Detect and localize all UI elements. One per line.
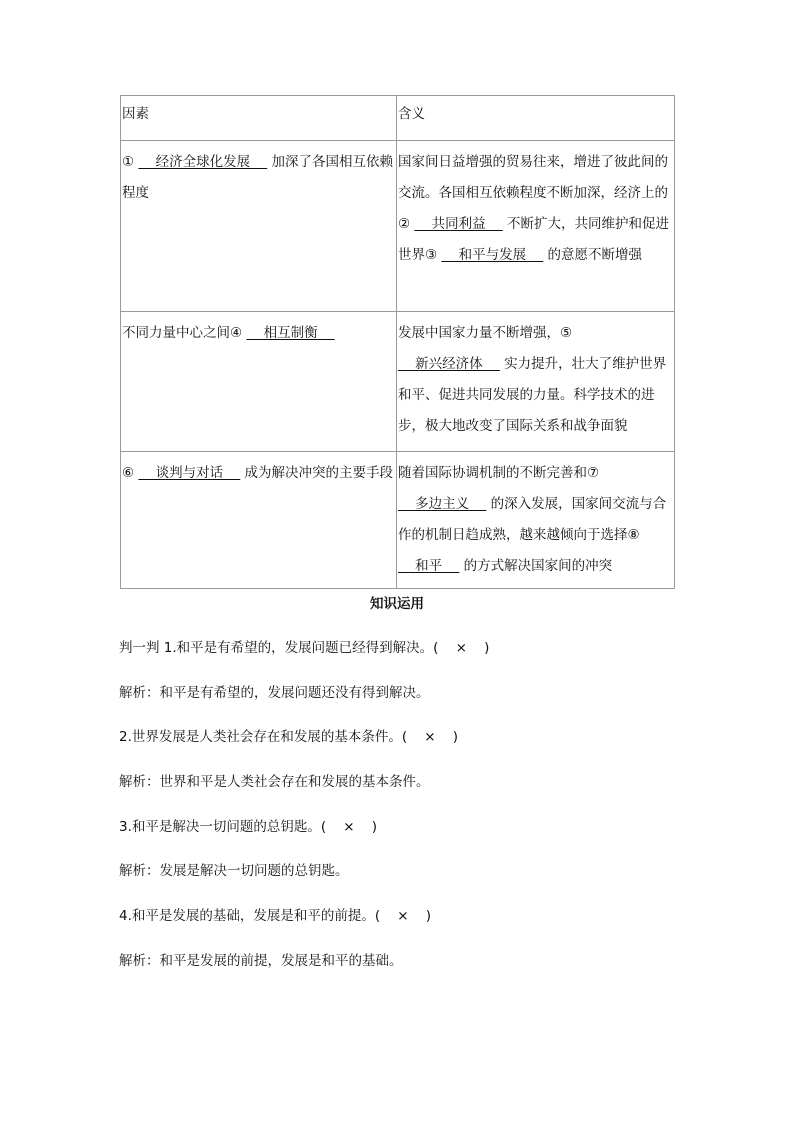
answer-blank: 相互制衡 [246, 325, 335, 341]
question-line: 判一判 1.和平是有希望的，发展问题已经得到解决。( × ) [119, 640, 490, 656]
table-row [121, 452, 675, 589]
analysis-line: 解析：世界和平是人类社会存在和发展的基本条件。 [119, 774, 430, 790]
answer-blank: 多边主义 [398, 496, 487, 512]
factor-cell: ① 经济全球化发展 加深了各国相互依赖程度 [121, 141, 397, 312]
answer-blank: 谈判与对话 [138, 465, 241, 481]
header-cell-meaning: 含义 [397, 96, 675, 141]
table-row [121, 312, 675, 452]
answer-blank: 经济全球化发展 [138, 154, 268, 170]
answer-blank: 新兴经济体 [398, 356, 500, 372]
answer-blank: 和平与发展 [441, 247, 544, 263]
meaning-cell: 发展中国家力量不断增强，⑤ 新兴经济体 实力提升，壮大了维护世界和平、促进共同发展的力量。科学技术的进步，极大地改变了国际关系和战争面貌 [397, 312, 675, 452]
analysis-line: 解析：和平是有希望的，发展问题还没有得到解决。 [119, 685, 430, 701]
question-line: 2.世界发展是人类社会存在和发展的基本条件。( × ) [119, 729, 459, 745]
factor-cell: ⑥ 谈判与对话 成为解决冲突的主要手段 [121, 452, 397, 589]
table-row [121, 141, 675, 312]
analysis-line: 解析：发展是解决一切问题的总钥匙。 [119, 863, 349, 879]
knowledge-table [120, 95, 675, 589]
header-cell-factor: 因素 [121, 96, 397, 141]
table-header-row [121, 96, 675, 141]
meaning-cell: 随着国际协调机制的不断完善和⑦ 多边主义 的深入发展，国家间交流与合作的机制日趋成熟，越来越倾向于选择⑧ 和平 的方式解决国家间的冲突 [397, 452, 675, 589]
factor-cell: 不同力量中心之间④ 相互制衡 [121, 312, 397, 452]
question-line: 3.和平是解决一切问题的总钥匙。( × ) [119, 819, 378, 835]
answer-blank: 和平 [398, 558, 460, 574]
analysis-line: 解析：和平是发展的前提，发展是和平的基础。 [119, 953, 403, 969]
answer-blank: 共同利益 [414, 216, 503, 232]
meaning-cell: 国家间日益增强的贸易往来，增进了彼此间的交流。各国相互依赖程度不断加深，经济上的② 共同利益 不断扩大，共同维护和促进世界③ 和平与发展 的意愿不断增强 [397, 141, 675, 312]
section-title: 知识运用 [370, 596, 424, 612]
question-line: 4.和平是发展的基础，发展是和平的前提。( × ) [119, 908, 432, 924]
